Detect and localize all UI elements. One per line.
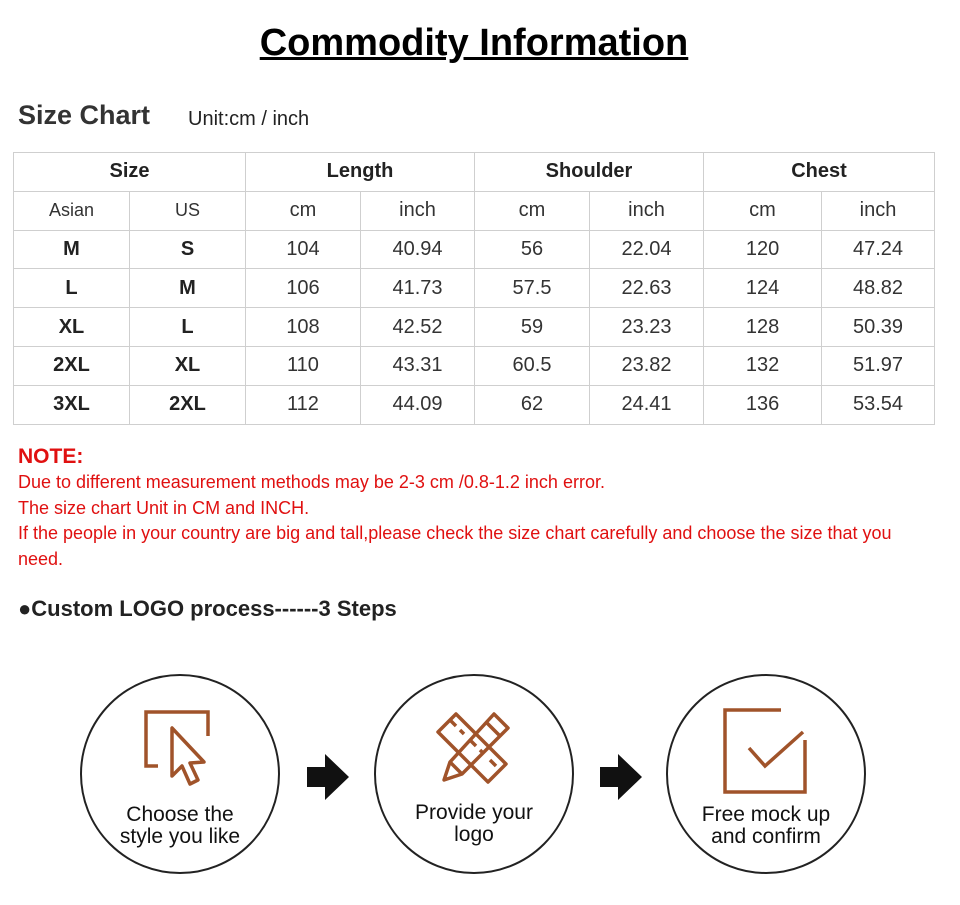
step-label-line: logo <box>454 823 494 846</box>
checkbox-icon <box>721 706 811 796</box>
step-choose-style <box>80 674 280 874</box>
table-row <box>14 308 935 347</box>
table-cell: 47.24 <box>822 230 935 269</box>
table-cell: 59 <box>475 308 590 347</box>
table-cell: 108 <box>246 308 361 347</box>
step-mock-up <box>666 674 866 874</box>
table-cell: 124 <box>704 269 822 308</box>
subheader-chest-cm: cm <box>704 191 822 230</box>
table-cell: XL <box>14 308 130 347</box>
table-cell: 56 <box>475 230 590 269</box>
table-cell: 112 <box>246 385 361 424</box>
step-label <box>668 804 864 848</box>
table-cell: 104 <box>246 230 361 269</box>
header-shoulder: Shoulder <box>475 153 704 192</box>
table-cell: 40.94 <box>361 230 475 269</box>
table-cell: 22.04 <box>590 230 704 269</box>
process-title: ●Custom LOGO process------3 Steps <box>18 596 397 621</box>
table-header-row <box>14 153 935 192</box>
table-cell: 44.09 <box>361 385 475 424</box>
table-cell: 132 <box>704 346 822 385</box>
subheader-shoulder-inch: inch <box>590 191 704 230</box>
table-cell: 120 <box>704 230 822 269</box>
subheader-asian: Asian <box>14 191 130 230</box>
table-cell: 23.23 <box>590 308 704 347</box>
size-chart-heading: Size Chart <box>18 100 151 130</box>
table-cell: 110 <box>246 346 361 385</box>
table-cell: 50.39 <box>822 308 935 347</box>
table-cell: 22.63 <box>590 269 704 308</box>
table-cell: 3XL <box>14 385 130 424</box>
table-cell: 51.97 <box>822 346 935 385</box>
table-cell: 60.5 <box>475 346 590 385</box>
table-cell: 53.54 <box>822 385 935 424</box>
step-label <box>82 804 278 848</box>
subheader-shoulder-cm: cm <box>475 191 590 230</box>
table-cell: XL <box>130 346 246 385</box>
table-row <box>14 346 935 385</box>
table-cell: L <box>130 308 246 347</box>
table-subheader-row <box>14 191 935 230</box>
table-cell: 48.82 <box>822 269 935 308</box>
table-row <box>14 230 935 269</box>
subheader-chest-inch: inch <box>822 191 935 230</box>
subheader-length-cm: cm <box>246 191 361 230</box>
table-row <box>14 385 935 424</box>
size-chart-table <box>13 152 935 425</box>
right-arrow-icon <box>307 752 351 802</box>
header-length: Length <box>246 153 475 192</box>
table-cell: 62 <box>475 385 590 424</box>
subheader-length-inch: inch <box>361 191 475 230</box>
table-cell: M <box>14 230 130 269</box>
table-cell: 23.82 <box>590 346 704 385</box>
note-line: The size chart Unit in CM and INCH. <box>18 497 310 518</box>
table-cell: 2XL <box>130 385 246 424</box>
step-label-line: Free mock up <box>701 803 831 826</box>
step-label-line: Provide your <box>415 801 533 824</box>
table-cell: S <box>130 230 246 269</box>
header-chest: Chest <box>704 153 935 192</box>
step-provide-logo <box>374 674 574 874</box>
subheader-us: US <box>130 191 246 230</box>
table-cell: M <box>130 269 246 308</box>
step-label-line: and confirm <box>711 825 821 848</box>
unit-label: Unit:cm / inch <box>188 108 310 130</box>
table-cell: 43.31 <box>361 346 475 385</box>
step-label <box>376 802 572 846</box>
step-label-line: Choose the <box>126 803 234 826</box>
table-cell: 24.41 <box>590 385 704 424</box>
table-cell: 136 <box>704 385 822 424</box>
cursor-select-icon <box>138 706 222 790</box>
table-cell: 128 <box>704 308 822 347</box>
header-size: Size <box>14 153 246 192</box>
table-cell: L <box>14 269 130 308</box>
table-row <box>14 269 935 308</box>
table-cell: 42.52 <box>361 308 475 347</box>
step-label-line: style you like <box>119 825 241 848</box>
note-block <box>18 444 938 572</box>
note-line: Due to different measurement methods may be 2-3 cm /0.8-1.2 inch error. <box>18 472 605 492</box>
table-cell: 57.5 <box>475 269 590 308</box>
page-title: Commodity Information <box>259 22 689 64</box>
pencil-ruler-icon <box>428 704 520 796</box>
right-arrow-icon <box>600 752 644 802</box>
table-cell: 106 <box>246 269 361 308</box>
note-title: NOTE: <box>18 445 84 468</box>
table-cell: 2XL <box>14 346 130 385</box>
note-line: If the people in your country are big and tall,please check the size chart carefully and choose the size that you need. <box>18 523 892 569</box>
table-cell: 41.73 <box>361 269 475 308</box>
